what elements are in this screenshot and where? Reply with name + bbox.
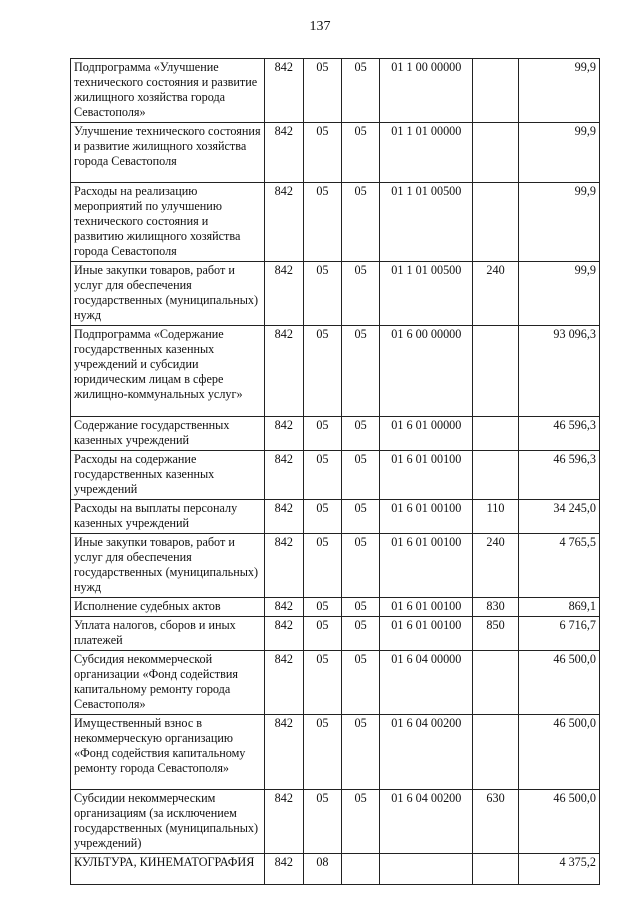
row-subsection: 05 [342,123,380,183]
table-row [71,854,600,885]
row-subsection: 05 [342,262,380,326]
row-name: Расходы на содержание государственных казенных учреждений [71,451,265,500]
row-code: 842 [264,617,303,651]
row-code: 842 [264,651,303,715]
row-expense [473,123,518,183]
row-subsection [342,854,380,885]
row-section: 05 [303,534,341,598]
row-code: 842 [264,417,303,451]
row-name: Субсидия некоммерческой организации «Фонд содействия капитальному ремонту города Севастополя» [71,651,265,715]
row-expense [473,183,518,262]
row-name: Уплата налогов, сборов и иных платежей [71,617,265,651]
row-section: 05 [303,183,341,262]
row-amount: 34 245,0 [518,500,599,534]
row-expense [473,59,518,123]
row-section: 05 [303,262,341,326]
row-code: 842 [264,123,303,183]
row-subsection: 05 [342,417,380,451]
row-target: 01 6 01 00100 [380,617,473,651]
row-expense [473,451,518,500]
row-code: 842 [264,790,303,854]
row-target: 01 6 01 00100 [380,500,473,534]
row-subsection: 05 [342,534,380,598]
row-section: 05 [303,417,341,451]
row-amount: 99,9 [518,183,599,262]
row-target: 01 6 00 00000 [380,326,473,417]
row-amount: 46 500,0 [518,651,599,715]
table-row [71,183,600,262]
table-row [71,500,600,534]
row-subsection: 05 [342,326,380,417]
row-section: 05 [303,500,341,534]
row-expense: 110 [473,500,518,534]
table-row [71,651,600,715]
row-name: Расходы на реализацию мероприятий по улучшению технического состояния и развитию жилищного хозяйства города Севастополя [71,183,265,262]
row-code: 842 [264,262,303,326]
row-target: 01 6 04 00000 [380,651,473,715]
budget-table [70,58,600,885]
row-section: 08 [303,854,341,885]
row-code: 842 [264,534,303,598]
row-subsection: 05 [342,59,380,123]
row-code: 842 [264,183,303,262]
row-expense: 830 [473,598,518,617]
row-section: 05 [303,598,341,617]
table-row [71,326,600,417]
table-row [71,715,600,790]
row-amount: 46 500,0 [518,790,599,854]
row-name: Субсидии некоммерческим организациям (за исключением государственных (муниципальных) учреждений) [71,790,265,854]
row-section: 05 [303,617,341,651]
row-code: 842 [264,854,303,885]
page-number: 137 [309,19,331,34]
row-expense [473,651,518,715]
row-code: 842 [264,451,303,500]
row-name: Улучшение технического состояния и развитие жилищного хозяйства города Севастополя [71,123,265,183]
table-row [71,534,600,598]
table-row [71,790,600,854]
row-amount: 46 500,0 [518,715,599,790]
row-subsection: 05 [342,598,380,617]
row-subsection: 05 [342,790,380,854]
table-row [71,617,600,651]
row-target: 01 1 01 00000 [380,123,473,183]
row-section: 05 [303,326,341,417]
row-name: Подпрограмма «Содержание государственных казенных учреждений и субсидии юридическим лицам в сфере жилищно-коммунальных услуг» [71,326,265,417]
row-target: 01 6 01 00000 [380,417,473,451]
row-name: Исполнение судебных актов [71,598,265,617]
row-expense [473,326,518,417]
row-expense: 630 [473,790,518,854]
row-subsection: 05 [342,715,380,790]
row-amount: 46 596,3 [518,417,599,451]
row-amount: 99,9 [518,59,599,123]
row-target: 01 1 00 00000 [380,59,473,123]
row-name: Иные закупки товаров, работ и услуг для обеспечения государственных (муниципальных) нужд [71,534,265,598]
row-code: 842 [264,59,303,123]
row-target: 01 6 01 00100 [380,534,473,598]
row-amount: 4 375,2 [518,854,599,885]
row-amount: 93 096,3 [518,326,599,417]
row-expense: 850 [473,617,518,651]
row-code: 842 [264,598,303,617]
row-amount: 99,9 [518,262,599,326]
row-section: 05 [303,123,341,183]
table-row [71,123,600,183]
row-section: 05 [303,790,341,854]
row-name: Имущественный взнос в некоммерческую организацию «Фонд содействия капитальному ремонту города Севастополя» [71,715,265,790]
row-subsection: 05 [342,183,380,262]
row-subsection: 05 [342,651,380,715]
row-target: 01 1 01 00500 [380,262,473,326]
row-expense: 240 [473,534,518,598]
table-row [71,59,600,123]
row-section: 05 [303,451,341,500]
row-target: 01 6 01 00100 [380,598,473,617]
row-code: 842 [264,326,303,417]
row-name: Расходы на выплаты персоналу казенных учреждений [71,500,265,534]
table-row [71,598,600,617]
row-expense: 240 [473,262,518,326]
row-name: Иные закупки товаров, работ и услуг для обеспечения государственных (муниципальных) нужд [71,262,265,326]
row-section: 05 [303,715,341,790]
row-subsection: 05 [342,451,380,500]
row-subsection: 05 [342,617,380,651]
row-code: 842 [264,500,303,534]
row-target: 01 1 01 00500 [380,183,473,262]
row-section: 05 [303,651,341,715]
row-amount: 869,1 [518,598,599,617]
row-name: Подпрограмма «Улучшение технического состояния и развитие жилищного хозяйства города Севастополя» [71,59,265,123]
row-target: 01 6 04 00200 [380,790,473,854]
row-name: КУЛЬТУРА, КИНЕМАТОГРАФИЯ [71,854,265,885]
row-amount: 6 716,7 [518,617,599,651]
row-section: 05 [303,59,341,123]
row-expense [473,854,518,885]
row-name: Содержание государственных казенных учреждений [71,417,265,451]
row-target: 01 6 04 00200 [380,715,473,790]
row-subsection: 05 [342,500,380,534]
table-row [71,451,600,500]
row-amount: 4 765,5 [518,534,599,598]
row-amount: 46 596,3 [518,451,599,500]
row-code: 842 [264,715,303,790]
row-amount: 99,9 [518,123,599,183]
row-target [380,854,473,885]
table-row [71,417,600,451]
row-target: 01 6 01 00100 [380,451,473,500]
row-expense [473,715,518,790]
row-expense [473,417,518,451]
table-row [71,262,600,326]
